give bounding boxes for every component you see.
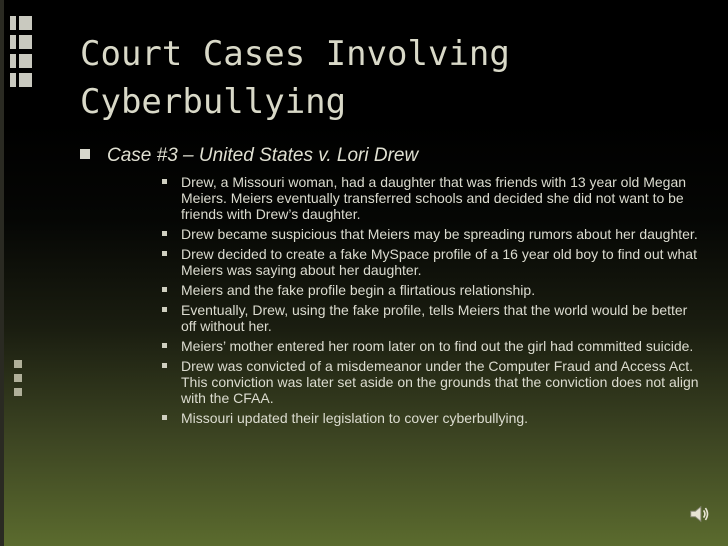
list-item <box>162 410 701 426</box>
case-heading: Case #3 – United States v. Lori Drew <box>107 145 419 166</box>
title-line-2: Cyberbullying <box>80 82 347 122</box>
list-item-text: Drew decided to create a fake MySpace profile of a 16 year old boy to find out what Meiers was saying about her daughter. <box>181 246 697 278</box>
list-item-text: Meiers and the fake profile begin a flirtatious relationship. <box>181 282 536 298</box>
list-item <box>162 282 701 298</box>
list-item-text: Drew, a Missouri woman, had a daughter that was friends with 13 year old Megan Meiers. Meiers eventually transferred schools and decided she did not want to be friends with Drew’s daughter. <box>181 174 687 222</box>
decorative-block-pattern-top <box>10 16 32 92</box>
small-square-bullet-icon <box>162 179 167 184</box>
small-square-bullet-icon <box>162 415 167 420</box>
list-item-text: Drew became suspicious that Meiers may be spreading rumors about her daughter. <box>181 226 698 242</box>
small-square-bullet-icon <box>162 343 167 348</box>
list-item-text: Missouri updated their legislation to cover cyberbullying. <box>181 410 529 426</box>
speaker-icon[interactable] <box>688 503 710 525</box>
list-item <box>162 302 701 334</box>
slide-title <box>80 30 700 126</box>
case-details-list <box>80 174 700 426</box>
list-item-text: Meiers’ mother entered her room later on to find out the girl had committed suicide. <box>181 338 694 354</box>
list-item <box>162 174 701 222</box>
case-heading-row <box>80 144 700 168</box>
small-square-bullet-icon <box>162 307 167 312</box>
small-square-bullet-icon <box>162 251 167 256</box>
square-bullet-icon <box>80 149 90 159</box>
list-item <box>162 246 701 278</box>
small-square-bullet-icon <box>162 363 167 368</box>
small-square-bullet-icon <box>162 287 167 292</box>
decorative-block-pattern-bottom <box>14 360 24 402</box>
title-line-1: Court Cases Involving <box>80 34 510 74</box>
slide-left-border <box>0 0 4 546</box>
list-item <box>162 358 701 406</box>
list-item-text: Drew was convicted of a misdemeanor under the Computer Fraud and Access Act. This conviction was later set aside on the grounds that the conviction does not align with the CFAA. <box>181 358 699 406</box>
list-item-text: Eventually, Drew, using the fake profile, tells Meiers that the world would be better off without her. <box>181 302 688 334</box>
slide-content <box>80 144 700 430</box>
list-item <box>162 338 701 354</box>
list-item <box>162 226 701 242</box>
small-square-bullet-icon <box>162 231 167 236</box>
